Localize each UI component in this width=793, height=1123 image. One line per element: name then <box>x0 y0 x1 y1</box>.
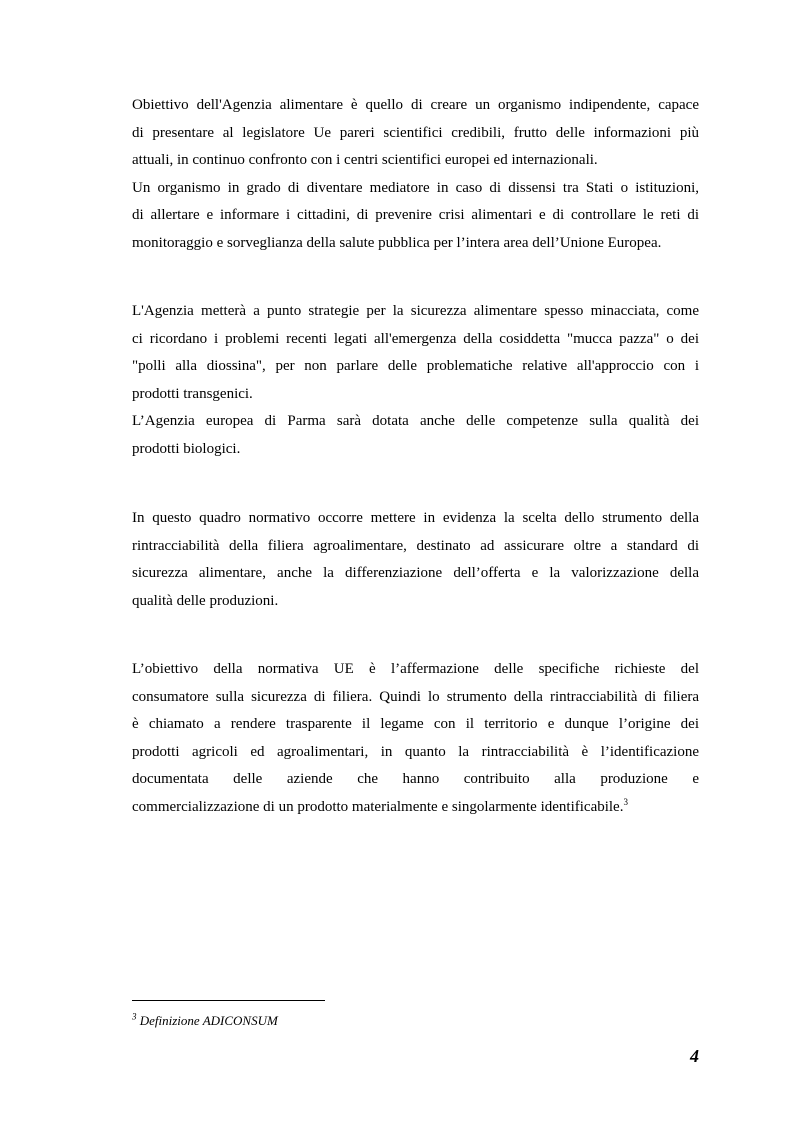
text-line: consumatore sulla sicurezza di filiera. Quindi lo strumento della rintracciabilità di filiera <box>132 688 699 705</box>
text-line: prodotti agricoli ed agroalimentari, in quanto la rintracciabilità è l’identificazione <box>132 743 699 760</box>
text-line: sicurezza alimentare, anche la differenziazione dell’offerta e la valorizzazione della <box>132 565 699 581</box>
text-line: commercializzazione di un prodotto materialmente e singolarmente identificabile. <box>132 798 624 815</box>
text-line: è chiamato a rendere trasparente il legame con il territorio e dunque l’origine dei <box>132 716 699 732</box>
text-line: L’obiettivo della normativa UE è l’affermazione delle specifiche richieste del <box>132 661 699 677</box>
text-line: prodotti transgenici. <box>132 385 253 402</box>
text-line: L’Agenzia europea di Parma sarà dotata anche delle competenze sulla qualità dei <box>132 413 699 429</box>
text-line: ci ricordano i problemi recenti legati all'emergenza della cosiddetta "mucca pazza" o dei <box>132 330 699 347</box>
footnote-marker: 3 <box>132 1011 137 1022</box>
text-line: Un organismo in grado di diventare mediatore in caso di dissensi tra Stati o istituzioni, <box>132 179 699 196</box>
text-line: di presentare al legislatore Ue pareri scientifici credibili, frutto delle informazioni più <box>132 124 699 141</box>
page-number: 4 <box>690 1046 699 1066</box>
footnote <box>132 1013 278 1029</box>
footnote-text: Definizione ADICONSUM <box>139 1013 278 1028</box>
paragraph-agency-objective <box>132 92 699 257</box>
footnote-separator <box>132 1000 325 1001</box>
text-line-with-footnote <box>132 794 699 822</box>
text-line: di allertare e informare i cittadini, di prevenire crisi alimentari e di controllare le reti di <box>132 207 699 223</box>
paragraph-traceability <box>132 505 699 615</box>
paragraph-eu-regulation <box>132 656 699 821</box>
paragraph-agency-strategies <box>132 298 699 463</box>
text-line: L'Agenzia metterà a punto strategie per la sicurezza alimentare spesso minacciata, come <box>132 303 699 319</box>
text-line: monitoraggio e sorveglianza della salute pubblica per l’intera area dell’Unione Europea. <box>132 234 662 251</box>
text-line: Obiettivo dell'Agenzia alimentare è quello di creare un organismo indipendente, capace <box>132 97 699 113</box>
footnote-reference[interactable]: 3 <box>623 796 628 807</box>
text-line: rintracciabilità della filiera agroalimentare, destinato ad assicurare oltre a standard di <box>132 537 699 554</box>
text-line: documentata delle aziende che hanno contribuito alla produzione e <box>132 771 699 787</box>
text-line: prodotti biologici. <box>132 440 241 457</box>
text-line: "polli alla diossina", per non parlare delle problematiche relative all'approccio con i <box>132 358 699 374</box>
text-line: attuali, in continuo confronto con i centri scientifici europei ed internazionali. <box>132 152 598 168</box>
text-line: In questo quadro normativo occorre mettere in evidenza la scelta dello strumento della <box>132 510 699 526</box>
text-line: qualità delle produzioni. <box>132 592 279 609</box>
